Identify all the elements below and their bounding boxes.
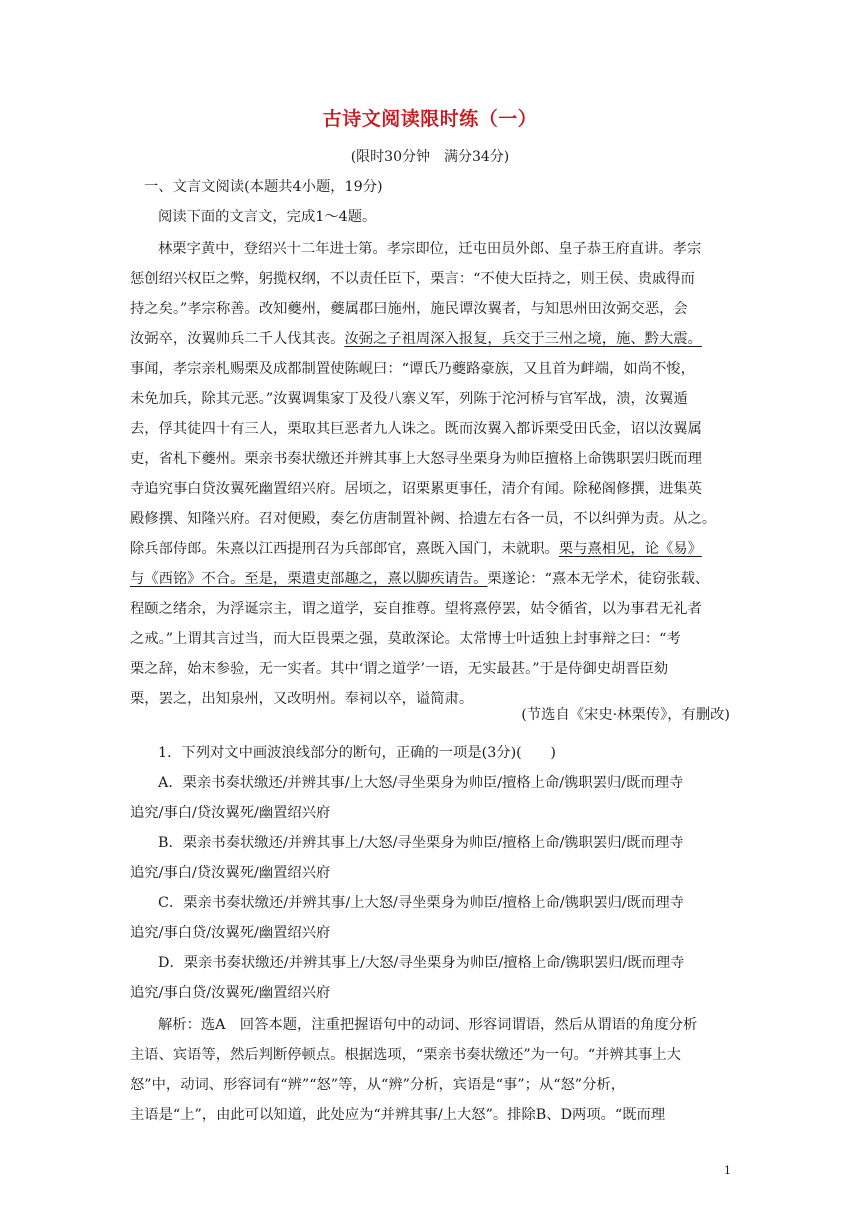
text-segment: 持之矣。”孝宗称善。改知夔州，夔属郡曰施州，施民谭汝翼者，与知思州田汝弼交恶，会 (130, 301, 688, 317)
text-segment: 之戒。”上谓其言过当，而大臣畏栗之强，莫敢深论。太常博士叶适独上封事辩之曰：“考 (130, 631, 681, 647)
text-segment: A．栗亲书奏状缴还/并辨其事/上大怒/寻坐栗身为帅臣/擅格上命/镌职罢归/既而理寺 (158, 775, 684, 791)
text-line (130, 804, 730, 822)
text-segment: 追究/事白贷/汝翼死/幽置绍兴府 (130, 985, 331, 1001)
text-segment: 怒”中，动词、形容词有“辨”“怒”等，从“辨”分析，宾语是“事”；从“怒”分析， (130, 1077, 626, 1093)
text-line (130, 390, 730, 408)
text-segment: 追究/事白/贷汝翼死/幽置绍兴府 (130, 865, 331, 881)
text-line (130, 330, 730, 348)
text-line (130, 1076, 730, 1094)
text-segment: 寺追究事白贷汝翼死幽置绍兴府。居顷之，诏栗累更事任，清介有闻。除秘阁修撰，进集英 (130, 481, 702, 497)
text-segment: 主语、宾语等，然后判断停顿点。根据选项，“栗亲书奏状缴还”为一句。“并辨其事上大 (130, 1047, 681, 1063)
text-segment: 解析：选A 回答本题，注重把握语句中的动词、形容词谓语，然后从谓语的角度分析 (158, 1017, 698, 1033)
text-segment: 追究/事白贷/汝翼死/幽置绍兴府 (130, 925, 331, 941)
text-segment: 殿修撰、知隆兴府。召对便殿，奏乞仿唐制置补阙、拾遗左右各一员，不以纠弹为责。从之。 (130, 511, 717, 527)
text-line (130, 600, 730, 618)
text-line (130, 706, 730, 724)
text-line (130, 834, 730, 852)
page-number: 1 (724, 1164, 731, 1177)
text-segment: 阅读下面的文言文，完成1～4题。 (158, 209, 377, 225)
text-segment: 一、文言文阅读(本题共4小题，19分) (144, 179, 383, 195)
text-segment: 除兵部侍郎。朱熹以江西提刑召为兵部郎官，熹既入国门，未就职。 (130, 541, 559, 557)
text-segment: D．栗亲书奏状缴还/并辨其事上/大怒/寻坐栗身为帅臣/擅格上命/镌职罢归/既而理寺 (158, 955, 685, 971)
text-segment: 去，俘其徒四十有三人，栗取其巨恶者九人诛之。既而汝翼入都诉栗受田氏金，诏以汝翼属 (130, 421, 702, 437)
text-line (130, 178, 730, 196)
text-segment: 栗之辞，始末参验，无一实者。其中‘谓之道学’一语，无实最甚。”于是侍御史胡晋臣劾 (130, 661, 669, 677)
text-segment: 追究/事白/贷汝翼死/幽置绍兴府 (130, 805, 331, 821)
text-segment: 栗遂论：“熹本无学术，徒窃张载、 (487, 571, 710, 587)
text-line (130, 208, 730, 226)
text-line (130, 774, 730, 792)
text-line (130, 924, 730, 942)
text-line (130, 510, 730, 528)
text-segment: B．栗亲书奏状缴还/并辨其事上/大怒/寻坐栗身为帅臣/擅格上命/镌职罢归/既而理寺 (158, 835, 684, 851)
underlined-text: 与《西铭》不合。至是，栗遣吏部趣之，熹以脚疾请告。 (130, 571, 488, 587)
text-line (130, 570, 730, 588)
text-line (130, 480, 730, 498)
text-line (130, 540, 730, 558)
underlined-text: 栗与熹相见，论《易》 (558, 541, 702, 557)
text-line (130, 630, 730, 648)
underlined-text: 汝弼之子祖周深入报复，兵交于三州之境，施、黔大震。 (344, 331, 702, 347)
text-line (130, 450, 730, 468)
text-line (130, 894, 730, 912)
text-line (130, 864, 730, 882)
text-segment: 未免加兵，除其元恶。”汝翼调集家丁及役八寨义军，列陈于沱河桥与官军战，溃，汝翼遁 (130, 391, 688, 407)
text-segment: 汝弼卒，汝翼帅兵二千人伐其丧。 (130, 331, 345, 347)
text-line (130, 360, 730, 378)
text-line (130, 240, 730, 258)
text-segment: 主语是“上”，由此可以知道，此处应为“并辨其事/上大怒”。排除B、D两项。“既而理 (130, 1107, 666, 1123)
text-segment: 吏，省札下夔州。栗亲书奏状缴还并辨其事上大怒寻坐栗身为帅臣擅格上命镌职罢归既而理 (130, 451, 702, 467)
text-line (130, 1016, 730, 1034)
text-segment: 林栗字黄中，登绍兴十二年进士第。孝宗即位，迁屯田员外郎、皇子恭王府直讲。孝宗 (158, 241, 702, 257)
text-segment: 程颐之绪余，为浮诞宗主，谓之道学，妄自推尊。望将熹停罢，姑令循省，以为事君无礼者 (130, 601, 702, 617)
text-line (130, 1106, 730, 1124)
text-line (130, 954, 730, 972)
text-segment: 栗，罢之，出知泉州，又改明州。奉祠以卒，谥简肃。 (130, 691, 474, 707)
text-segment: 事闻，孝宗亲札赐栗及成都制置使陈岘曰：“谭氏乃夔路豪族，又且首为衅端，如尚不悛， (130, 361, 695, 377)
text-line (130, 660, 730, 678)
page-subtitle: (限时30分钟 满分34分) (350, 149, 510, 165)
text-segment: (节选自《宋史·林栗传》，有删改) (521, 707, 730, 723)
text-line (130, 744, 730, 762)
text-line (130, 420, 730, 438)
text-line (130, 270, 730, 288)
text-line (130, 984, 730, 1002)
text-line (130, 300, 730, 318)
text-segment: C．栗亲书奏状缴还/并辨其事/上大怒/寻坐栗身为帅臣/擅格上命/镌职罢归/既而理寺 (158, 895, 684, 911)
text-segment: 1．下列对文中画波浪线部分的断句，正确的一项是(3分)( ) (158, 745, 556, 761)
page-title: 古诗文阅读限时练（一） (322, 108, 538, 130)
text-segment: 惩创绍兴权臣之弊，躬揽权纲，不以责任臣下，栗言：“不使大臣持之，则王侯、贵戚得而 (130, 271, 695, 287)
text-line (130, 1046, 730, 1064)
